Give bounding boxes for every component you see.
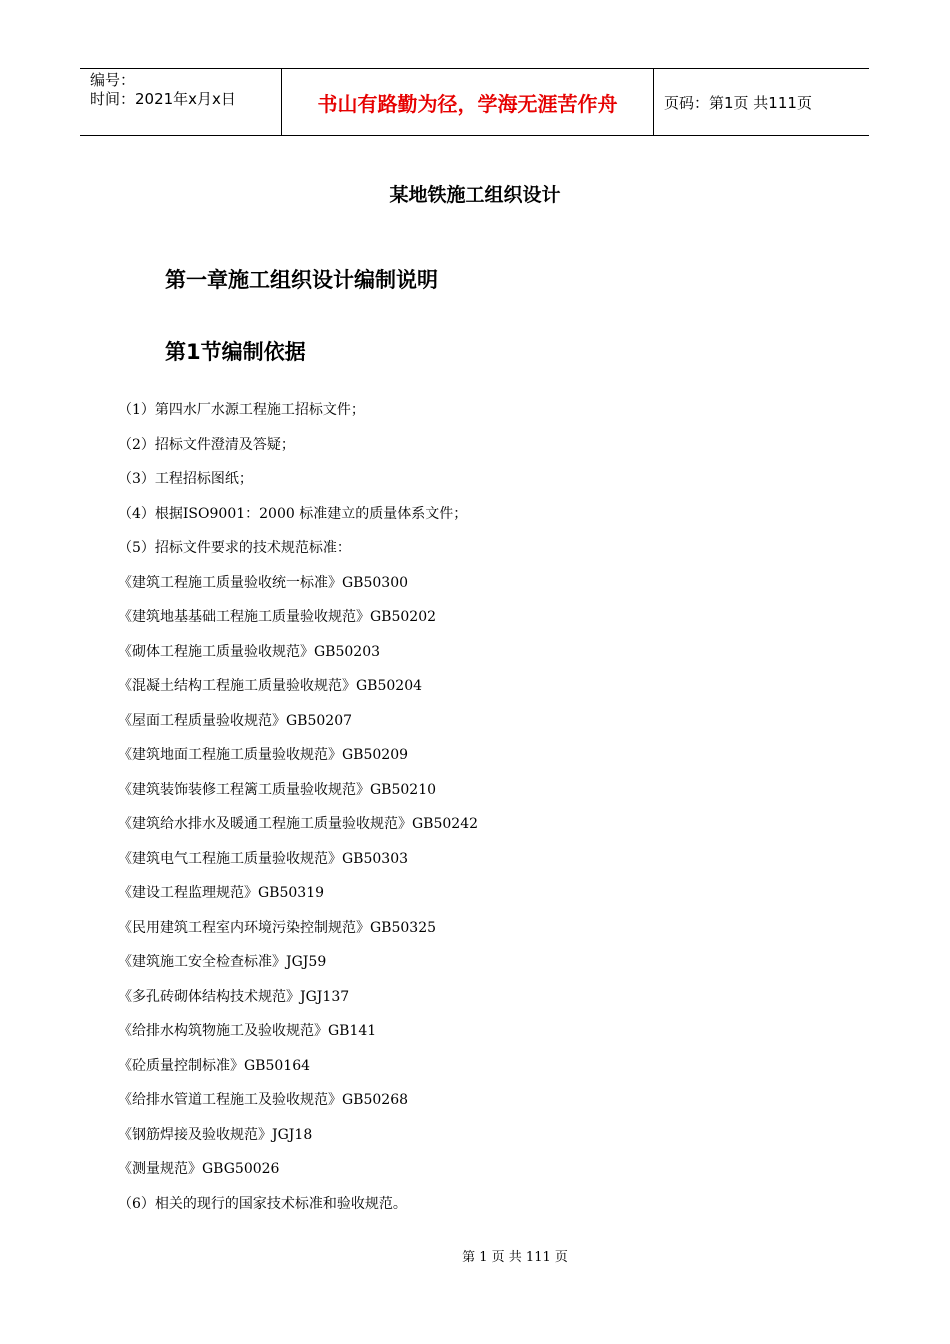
list-item: 《建筑地基基础工程施工质量验收规范》GB50202 <box>118 609 437 625</box>
document-title: 某地铁施工组织设计 <box>389 184 561 206</box>
list-item: （3）工程招标图纸； <box>118 471 253 487</box>
list-item: 《混凝土结构工程施工质量验收规范》GB50204 <box>118 678 423 694</box>
chapter-title: 第一章施工组织设计编制说明 <box>165 268 438 292</box>
page-header <box>80 68 869 136</box>
header-meta <box>80 69 282 135</box>
document-number-label: 编号： <box>90 71 136 89</box>
list-item: 《建设工程监理规范》GB50319 <box>118 885 325 901</box>
list-item: 《建筑装饰装修工程篱工质量验收规范》GB50210 <box>118 781 437 798</box>
list-item: （6）相关的现行的国家技术标准和验收规范。 <box>118 1195 407 1212</box>
list-item: 《民用建筑工程室内环境污染控制规范》GB50325 <box>118 919 437 936</box>
list-item: 《给排水构筑物施工及验收规范》GB141 <box>118 1023 377 1039</box>
list-item: 《测量规范》GBG50026 <box>118 1161 280 1177</box>
document-time-label: 时间：2021年x月x日 <box>90 90 236 108</box>
header-page-info: 页码：第1页 共111页 <box>664 93 812 112</box>
list-item: （2）招标文件澄清及答疑； <box>118 436 295 453</box>
list-item: 《多孔砖砌体结构技术规范》JGJ137 <box>118 988 350 1005</box>
header-motto: 书山有路勤为径，学海无涯苦作舟 <box>282 69 654 135</box>
list-item: 《建筑工程施工质量验收统一标准》GB50300 <box>118 574 409 591</box>
list-item: 《建筑电气工程施工质量验收规范》GB50303 <box>118 850 409 867</box>
list-item: 《砼质量控制标准》GB50164 <box>118 1057 311 1074</box>
list-item: 《钢筋焊接及验收规范》JGJ18 <box>118 1126 313 1143</box>
list-item: 《砌体工程施工质量验收规范》GB50203 <box>118 643 381 660</box>
page-footer: 第 1 页 共 111 页 <box>462 1250 568 1265</box>
section-title: 第1节编制依据 <box>165 340 306 364</box>
list-item: （4）根据ISO9001：2000 标准建立的质量体系文件； <box>118 505 468 522</box>
list-item: （1）第四水厂水源工程施工招标文件； <box>118 402 365 418</box>
list-item: （5）招标文件要求的技术规范标准： <box>118 540 351 556</box>
list-item: 《建筑地面工程施工质量验收规范》GB50209 <box>118 747 409 763</box>
list-item: 《屋面工程质量验收规范》GB50207 <box>118 712 353 729</box>
list-item: 《建筑给水排水及暖通工程施工质量验收规范》GB50242 <box>118 816 479 832</box>
list-item: 《建筑施工安全检查标准》JGJ59 <box>118 954 327 970</box>
list-item: 《给排水管道工程施工及验收规范》GB50268 <box>118 1092 409 1108</box>
basis-list <box>118 399 478 1227</box>
